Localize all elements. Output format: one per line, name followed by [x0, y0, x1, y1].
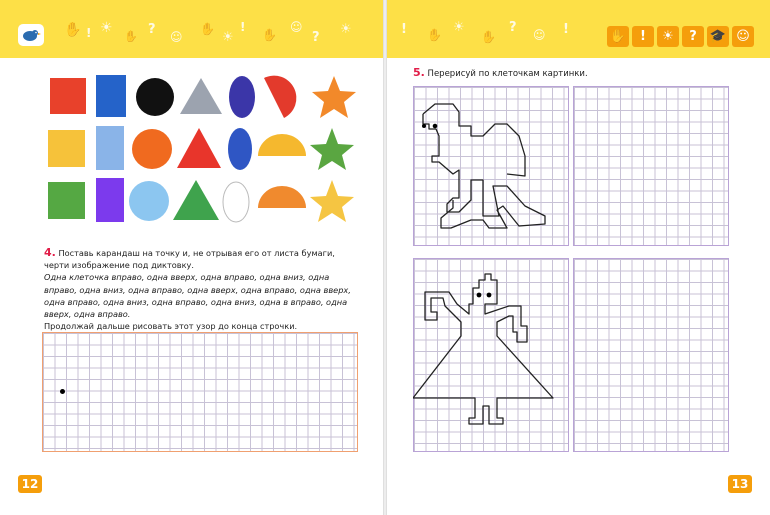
lightblue-rectangle-shape — [96, 126, 124, 170]
header-band-right — [387, 0, 770, 58]
blue-rectangle-shape — [96, 75, 126, 117]
exclamation-icon: ! — [632, 26, 654, 47]
task4-text-block — [44, 247, 362, 332]
black-circle-shape — [136, 78, 174, 116]
sun-deco-icon: ☀ — [222, 30, 234, 45]
header-icon-row — [607, 26, 754, 47]
green-star-shape — [310, 128, 354, 170]
person-deco-icon: ☺ — [533, 28, 546, 42]
header-band-left — [0, 0, 383, 58]
orange-half-circle-shape — [258, 186, 306, 208]
question-deco-icon: ? — [312, 30, 320, 45]
right-page — [387, 0, 770, 515]
left-page — [0, 0, 383, 515]
violet-rectangle-shape — [96, 178, 124, 222]
hand-deco-icon: ✋ — [427, 28, 442, 42]
sun-deco-icon: ☀ — [340, 22, 352, 37]
sun-deco-icon: ☀ — [100, 20, 113, 36]
hand-deco-icon: ✋ — [262, 28, 277, 42]
blue-oval-shape — [228, 128, 252, 170]
camel-copy-grid[interactable] — [573, 86, 729, 246]
hand-deco-icon: ✋ — [481, 30, 496, 44]
page-number-right: 13 — [728, 475, 752, 493]
task4-instruction: Поставь карандаш на точку и, не отрывая его от листа бумаги, черти изображение под диктовку. — [44, 248, 335, 271]
hand-deco-icon: ✋ — [124, 30, 138, 43]
green-square-shape — [48, 182, 85, 219]
mortarboard-icon: 🎓 — [707, 26, 729, 47]
exclamation-deco-icon: ! — [401, 22, 407, 37]
start-dot — [60, 389, 65, 394]
white-oval-shape — [223, 182, 249, 222]
orange-circle-shape — [132, 129, 172, 169]
person-deco-icon: ☺ — [170, 30, 183, 44]
hand-deco-icon: ✋ — [200, 22, 215, 36]
task4-dictation: Одна клеточка вправо, одна вверх, одна вправо, одна вниз, одна вправо, одна вниз, одна вправо, одна вверх, одна вправо, одна вверх, одна вправо, одна вниз, одна вправо, одна вниз, одна в вправо, одна вверх, одна вправо. — [44, 272, 351, 320]
girl-figure-drawing — [413, 258, 569, 452]
bird-logo-icon — [18, 24, 44, 46]
task4-continue: Продолжай дальше рисовать этот узор до конца строчки. — [44, 321, 298, 332]
shapes-illustration — [36, 66, 364, 228]
task5-number: 5. — [413, 66, 425, 79]
camel-drawing — [413, 86, 569, 246]
task5-instruction: Перерисуй по клеточкам картинки. — [427, 69, 588, 79]
task4-drawing-grid[interactable] — [42, 332, 358, 452]
sun-icon: ☀ — [657, 26, 679, 47]
question-deco-icon: ? — [148, 22, 156, 37]
exclamation-deco-icon: ! — [563, 22, 569, 37]
red-half-circle-shape — [264, 76, 296, 118]
hand-deco-icon: ✋ — [64, 22, 82, 38]
red-square-shape — [50, 78, 86, 114]
yellow-half-circle-shape — [258, 134, 306, 156]
red-triangle-shape — [177, 128, 221, 168]
person-deco-icon: ☺ — [290, 20, 303, 34]
sun-deco-icon: ☀ — [453, 20, 465, 35]
page-number-left: 12 — [18, 475, 42, 493]
yellow-square-shape — [48, 130, 85, 167]
yellow-star-shape — [310, 180, 354, 222]
purple-oval-shape — [229, 76, 255, 118]
task5-title — [413, 66, 588, 79]
green-triangle-shape — [173, 180, 219, 220]
person-icon: ☺ — [732, 26, 754, 47]
orange-star-shape — [312, 76, 356, 118]
gray-triangle-shape — [180, 78, 222, 114]
lightblue-circle-shape — [129, 181, 169, 221]
task4-number: 4. — [44, 246, 56, 259]
question-icon: ? — [682, 26, 704, 47]
exclamation-deco-icon: ! — [86, 26, 92, 40]
figure-copy-grid[interactable] — [573, 258, 729, 452]
hand-icon: ✋ — [607, 26, 629, 47]
exclamation-deco-icon: ! — [240, 20, 246, 34]
question-deco-icon: ? — [509, 20, 517, 35]
